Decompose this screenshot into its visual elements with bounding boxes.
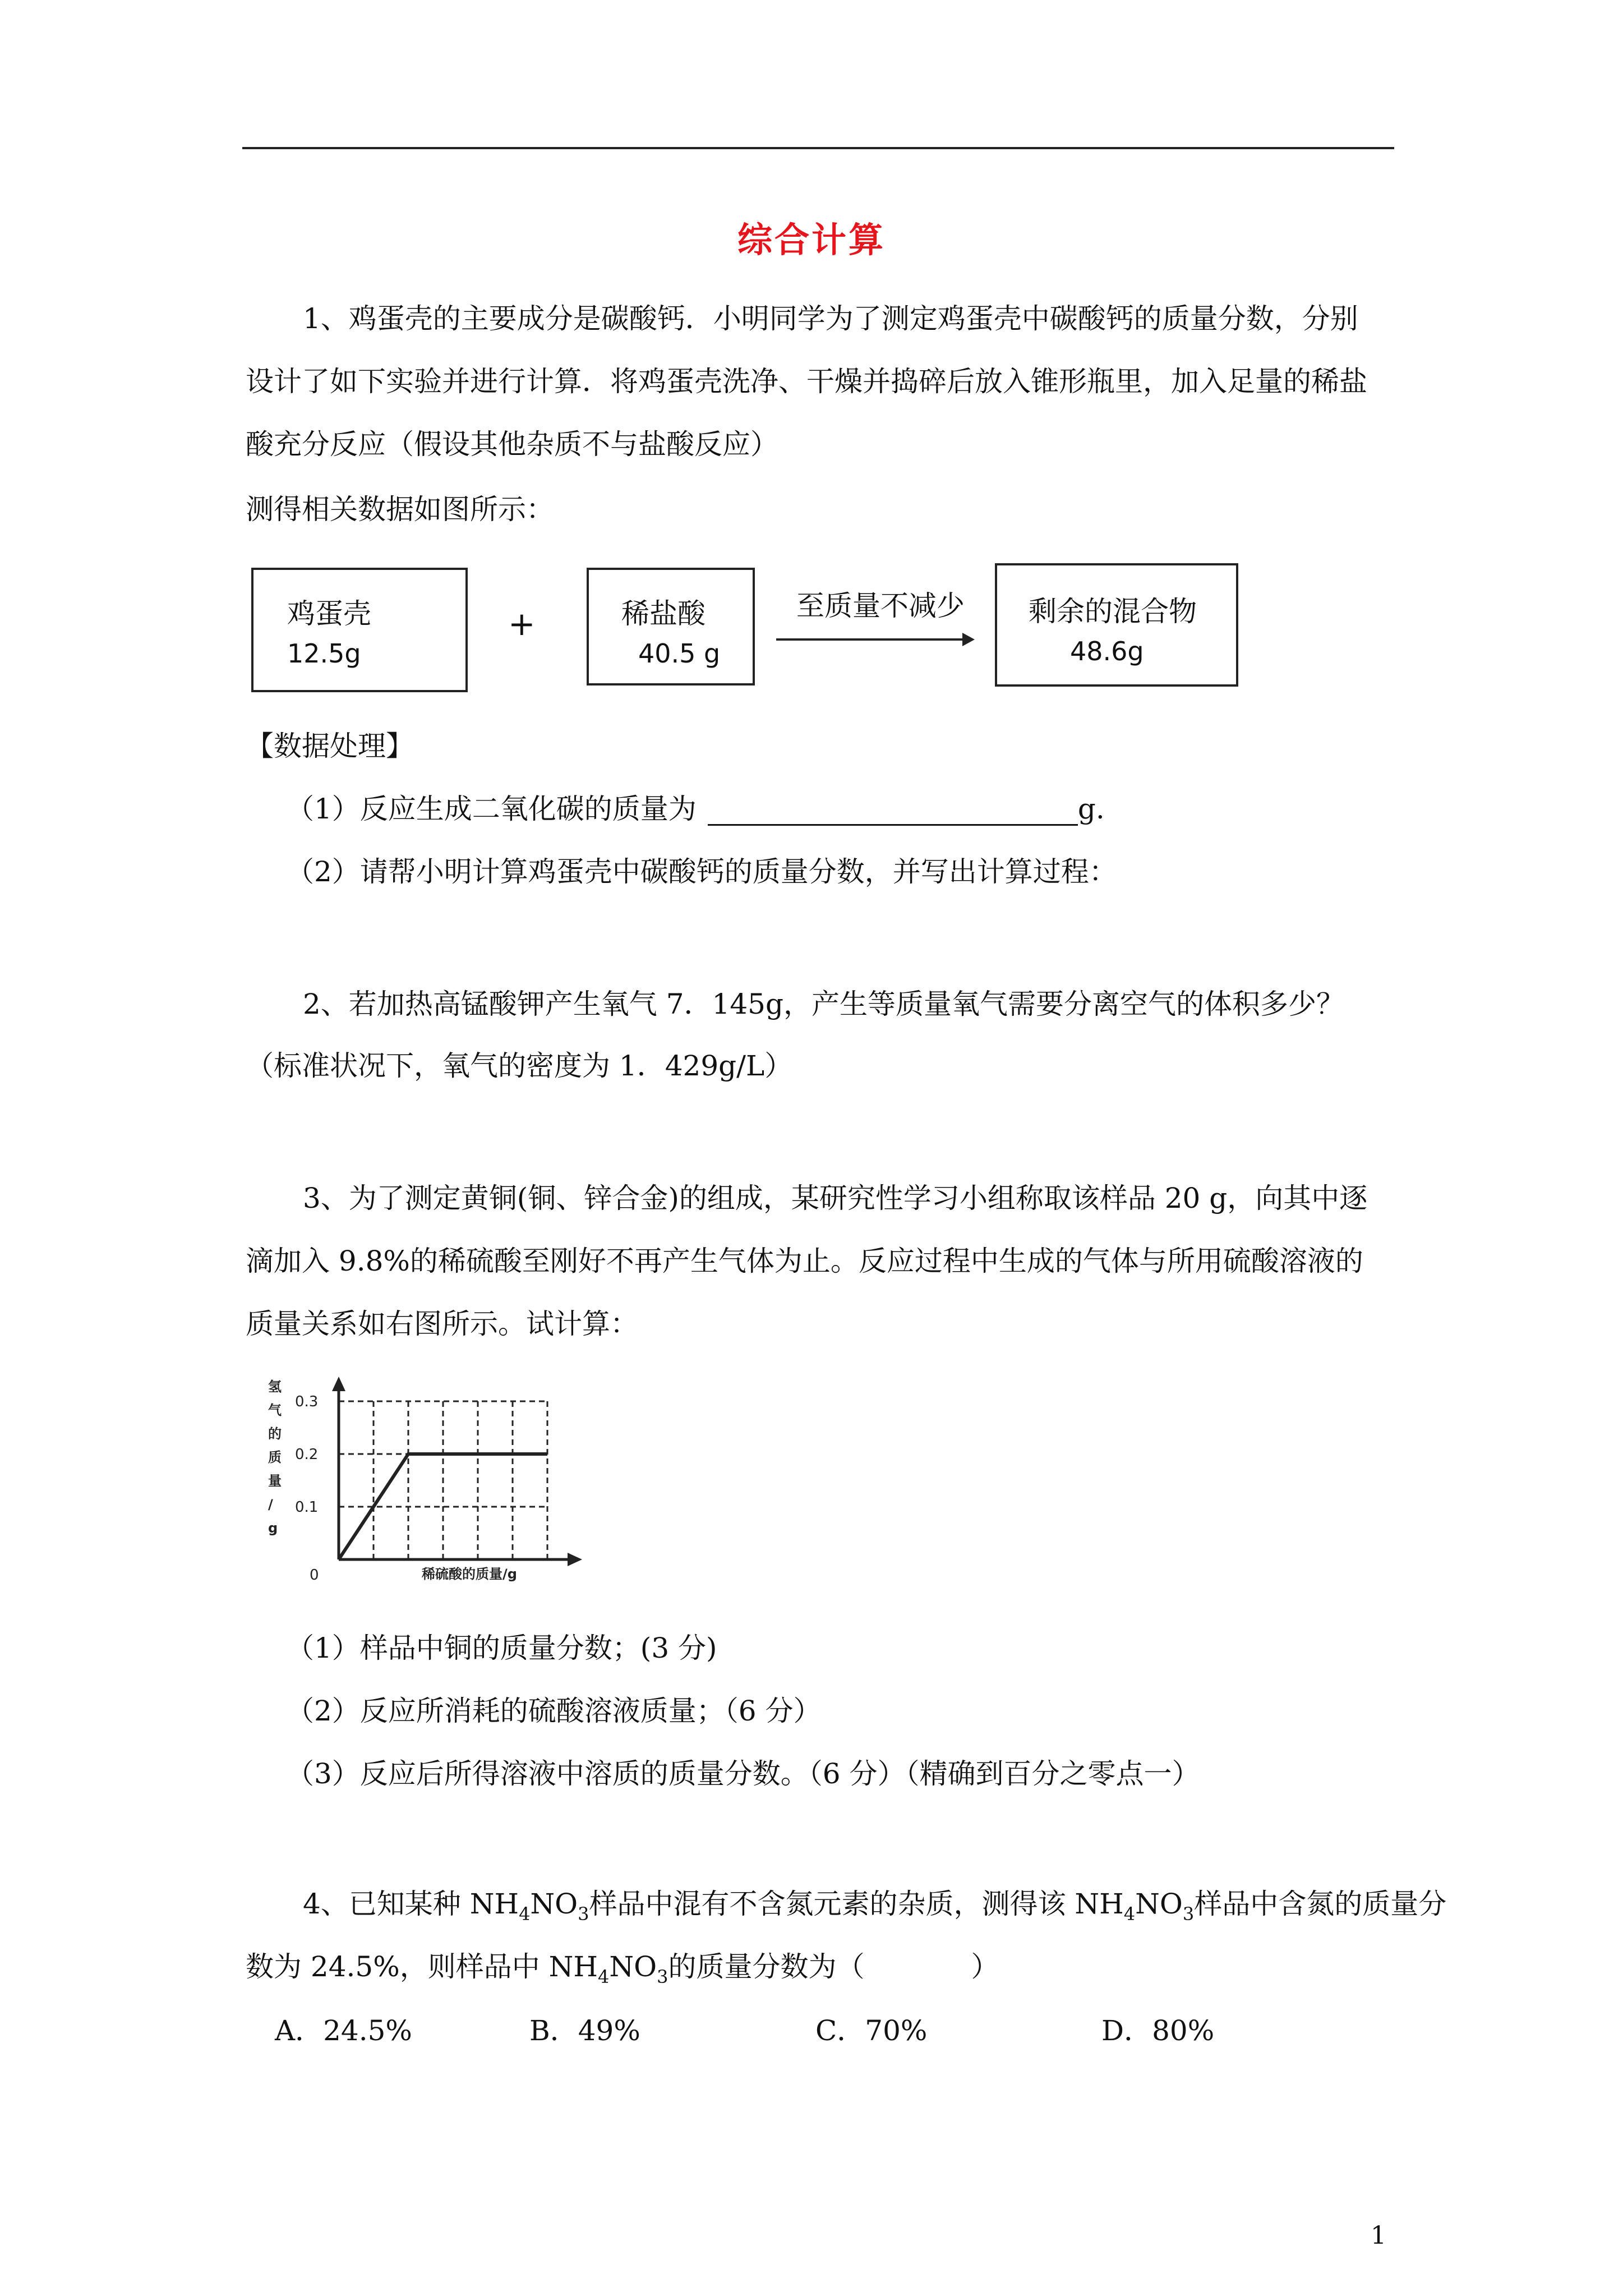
residue-box xyxy=(995,563,1238,687)
q4-line2 xyxy=(246,1950,999,1987)
option-d[interactable]: D．80% xyxy=(1101,2014,1215,2047)
q4-text: 的质量分数为（ xyxy=(668,1950,865,1983)
q4-text: NO xyxy=(609,1950,657,1983)
option-b[interactable]: B．49% xyxy=(529,2014,640,2047)
svg-text:氢气的质量/g: 氢气的质量/ g xyxy=(268,1379,282,1536)
y-tick-label: 0.3 xyxy=(295,1393,319,1410)
eggshell-box xyxy=(251,568,468,692)
hcl-mass: 40.5 g xyxy=(638,638,721,669)
header-rule xyxy=(242,147,1394,149)
q4-text: 4、已知某种 NH xyxy=(303,1888,519,1920)
q4-line1 xyxy=(303,1887,1446,1924)
q3-line1: 3、为了测定黄铜(铜、锌合金)的组成，某研究性学习小组称取该样品 20 g，向其中逐 xyxy=(303,1182,1368,1214)
reaction-arrow-icon xyxy=(774,628,976,651)
q1-sub2: （2）请帮小明计算鸡蛋壳中碳酸钙的质量分数，并写出计算过程： xyxy=(286,855,1117,888)
eggshell-mass: 12.5g xyxy=(287,638,361,669)
q4-text: ） xyxy=(971,1950,999,1983)
q1-line2: 设计了如下实验并进行计算．将鸡蛋壳洗净、干燥并捣碎后放入锥形瓶里，加入足量的稀盐 xyxy=(246,365,1367,398)
data-processing-heading: 【数据处理】 xyxy=(246,730,414,762)
hydrogen-mass-chart xyxy=(258,1369,594,1582)
q1-line3: 酸充分反应（假设其他杂质不与盐酸反应） xyxy=(246,428,778,461)
eggshell-label: 鸡蛋壳 xyxy=(287,597,371,630)
page-number: 1 xyxy=(1371,2221,1386,2250)
q3-line3: 质量关系如右图所示。试计算： xyxy=(246,1308,638,1340)
q2-line1: 2、若加热高锰酸钾产生氧气 7．145g，产生等质量氧气需要分离空气的体积多少？ xyxy=(303,988,1344,1020)
y-axis-arrow-icon xyxy=(332,1377,345,1391)
chart-grid xyxy=(339,1401,547,1559)
q4-text: 数为 24.5%，则样品中 NH xyxy=(246,1950,598,1983)
subscript: 4 xyxy=(1123,1903,1136,1925)
arrow-label: 至质量不减少 xyxy=(796,590,965,622)
q1-sub1-text: （1）反应生成二氧化碳的质量为 xyxy=(286,793,697,825)
q3-sub2: （2）反应所消耗的硫酸溶液质量；（6 分） xyxy=(286,1695,822,1727)
page-title: 综合计算 xyxy=(737,219,886,260)
subscript: 4 xyxy=(519,1903,531,1925)
y-tick-label: 0.1 xyxy=(295,1499,319,1516)
subscript: 4 xyxy=(597,1966,610,1987)
q3-sub3: （3）反应后所得溶液中溶质的质量分数。（6 分）（精确到百分之零点一） xyxy=(286,1757,1200,1790)
hcl-label: 稀盐酸 xyxy=(621,597,706,630)
q1-line4: 测得相关数据如图所示： xyxy=(246,493,554,526)
y-tick-label: 0.2 xyxy=(295,1446,319,1463)
y-tick-label: 0 xyxy=(310,1567,319,1582)
q3-line2: 滴加入 9.8%的稀硫酸至刚好不再产生气体为止。反应过程中生成的气体与所用硫酸溶液的 xyxy=(246,1245,1363,1277)
q1-line1: 1、鸡蛋壳的主要成分是碳酸钙．小明同学为了测定鸡蛋壳中碳酸钙的质量分数，分别 xyxy=(303,302,1358,335)
x-axis-arrow-icon xyxy=(568,1553,582,1566)
x-axis-title: 稀硫酸的质量/g xyxy=(422,1566,517,1582)
subscript: 3 xyxy=(578,1903,589,1925)
plus-sign: + xyxy=(508,605,536,643)
option-c[interactable]: C．70% xyxy=(815,2014,928,2047)
subscript: 3 xyxy=(657,1966,668,1987)
hcl-box xyxy=(587,568,755,685)
q2-line2: （标准状况下，氧气的密度为 1．429g/L） xyxy=(246,1050,793,1082)
answer-blank[interactable] xyxy=(708,797,1078,826)
q1-sub1 xyxy=(286,792,1105,826)
q1-sub1-unit: g. xyxy=(1077,793,1105,825)
residue-mass: 48.6g xyxy=(1070,636,1144,666)
subscript: 3 xyxy=(1182,1903,1195,1925)
residue-label: 剩余的混合物 xyxy=(1029,595,1197,628)
q4-text: 样品中含氮的质量分 xyxy=(1194,1888,1447,1920)
q4-text: NO xyxy=(1135,1888,1183,1920)
q3-sub1: （1）样品中铜的质量分数；(3 分) xyxy=(286,1632,717,1664)
option-a[interactable]: A．24.5% xyxy=(275,2014,412,2047)
q4-text: NO xyxy=(530,1888,578,1920)
y-axis-title xyxy=(268,1379,282,1536)
q4-text: 样品中混有不含氮元素的杂质，测得该 NH xyxy=(589,1888,1124,1920)
